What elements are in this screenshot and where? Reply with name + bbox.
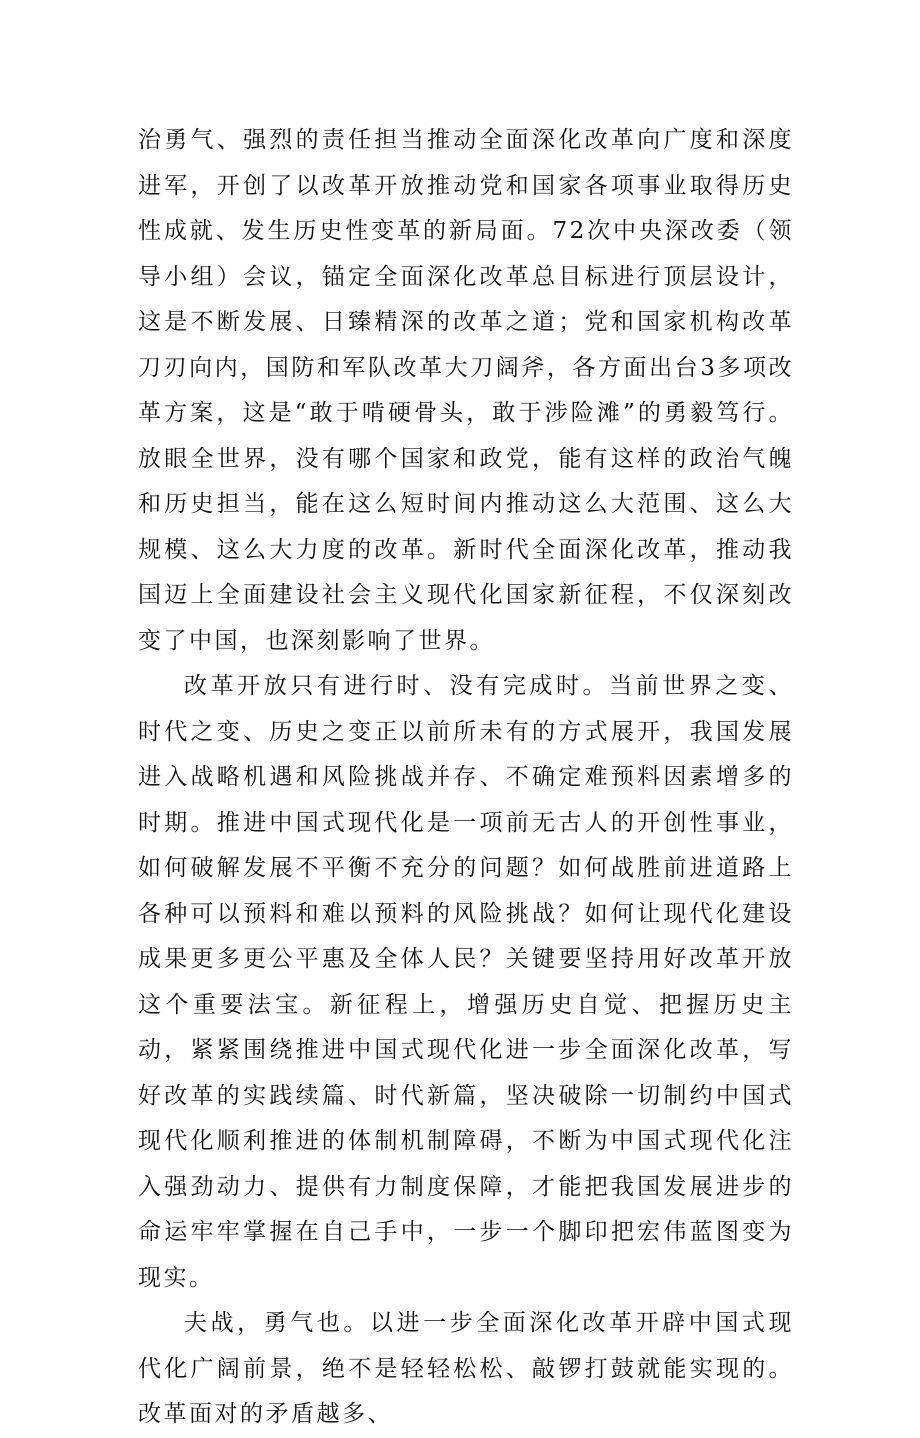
paragraph-3: 夫战，勇气也。以进一步全面深化改革开辟中国式现代化广阔前景，绝不是轻轻松松、敲锣打鼓就能实现的。改革面对的矛盾越多、 <box>138 1310 794 1427</box>
paragraph-2: 改革开放只有进行时、没有完成时。当前世界之变、时代之变、历史之变正以前所未有的方式展开，我国发展进入战略机遇和风险挑战并存、不确定难预料因素增多的时期。推进中国式现代化是一项前无古人的开创性事业，如何破解发展不平衡不充分的问题？如何战胜前进道路上各种可以预料和难以预料的风险挑战？如何让现代化建设成果更多更公平惠及全体人民？关键要坚持用好改革开放这个重要法宝。新征程上，增强历史自觉、把握历史主动，紧紧围绕推进中国式现代化进一步全面深化改革，写好改革的实践续篇、时代新篇，坚决破除一切制约中国式现代化顺利推进的体制机制障碍，不断为中国式现代化注入强劲动力、提供有力制度保障，才能把我国发展进步的命运牢牢掌握在自己手中，一步一个脚印把宏伟蓝图变为现实。 <box>138 673 794 1291</box>
paragraph-1: 治勇气、强烈的责任担当推动全面深化改革向广度和深度进军，开创了以改革开放推动党和国家各项事业取得历史性成就、发生历史性变革的新局面。72次中央深改委（领导小组）会议，锚定全面深化改革总目标进行顶层设计，这是不断发展、日臻精深的改革之道；党和国家机构改革刀刃向内，国防和军队改革大刀阔斧，各方面出台3多项改革方案，这是“敢于啃硬骨头，敢于涉险滩”的勇毅笃行。放眼全世界，没有哪个国家和政党，能有这样的政治气魄和历史担当，能在这么短时间内推动这么大范围、这么大规模、这么大力度的改革。新时代全面深化改革，推动我国迈上全面建设社会主义现代化国家新征程，不仅深刻改变了中国，也深刻影响了世界。 <box>138 127 794 654</box>
document-body <box>138 118 794 1438</box>
